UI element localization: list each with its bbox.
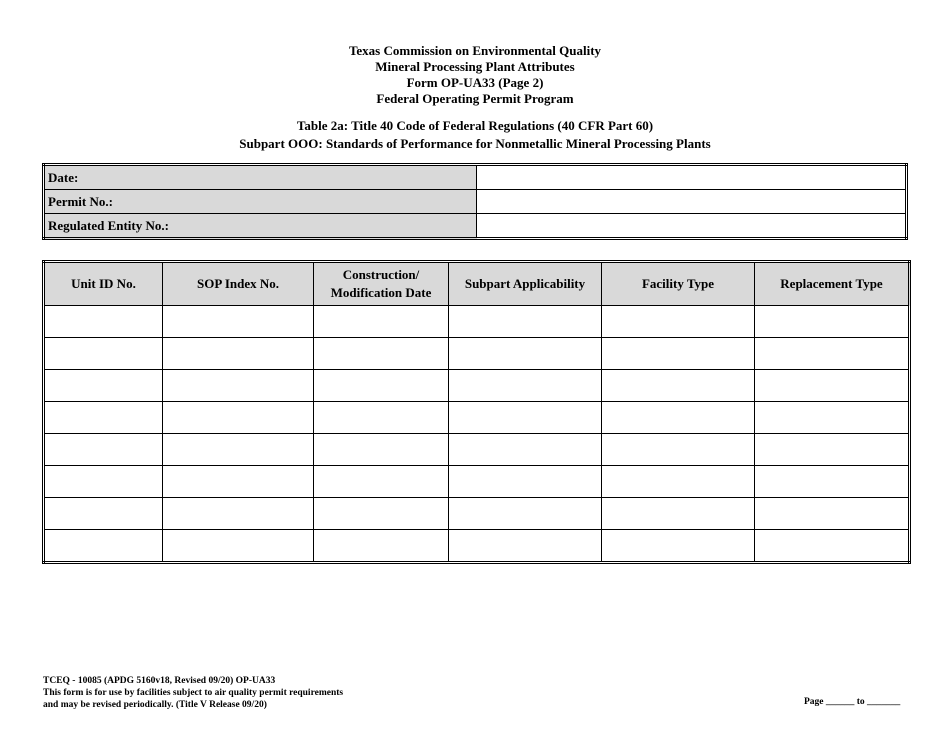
table-title-line1: Table 2a: Title 40 Code of Federal Regulations (40 CFR Part 60) [296,118,654,133]
table-cell[interactable] [163,530,314,563]
table-row [44,306,910,338]
info-table [42,163,908,240]
page-number: Page ______ to _______ [804,697,901,707]
table-cell[interactable] [163,434,314,466]
form-footer [43,675,343,711]
date-label: Date: [44,165,477,190]
table-cell[interactable] [755,498,910,530]
table-cell[interactable] [163,498,314,530]
header-row [44,262,910,306]
table-cell[interactable] [449,530,602,563]
form-name: Mineral Processing Plant Attributes [375,59,575,74]
table-cell[interactable] [163,402,314,434]
permit-no-label: Permit No.: [44,190,477,214]
table-cell[interactable] [163,306,314,338]
program-name: Federal Operating Permit Program [376,91,574,106]
table-cell[interactable] [314,530,449,563]
table-cell[interactable] [602,434,755,466]
table-cell[interactable] [602,498,755,530]
table-cell[interactable] [314,306,449,338]
form-number: Form OP-UA33 (Page 2) [406,75,544,90]
table-cell[interactable] [314,466,449,498]
table-cell[interactable] [163,338,314,370]
table-cell[interactable] [163,370,314,402]
table-cell[interactable] [314,498,449,530]
table-row [44,498,910,530]
table-title-line2: Subpart OOO: Standards of Performance for Nonmetallic Mineral Processing Plants [239,136,711,151]
table-row [44,370,910,402]
footer-line3: and may be revised periodically. (Title V Release 09/20) [43,700,267,710]
table-cell[interactable] [449,402,602,434]
table-row [44,530,910,563]
table-cell[interactable] [449,466,602,498]
table-cell[interactable] [602,402,755,434]
table-cell[interactable] [602,338,755,370]
agency-name: Texas Commission on Environmental Quality [348,43,602,58]
col-unit-id: Unit ID No. [44,262,163,306]
table-cell[interactable] [44,466,163,498]
table-cell[interactable] [449,434,602,466]
table-row [44,402,910,434]
attributes-table [42,260,911,564]
footer-line1: TCEQ - 10085 (APDG 5160v18, Revised 09/20) OP-UA33 [43,676,276,686]
table-cell[interactable] [602,306,755,338]
table-row [44,434,910,466]
table-cell[interactable] [755,434,910,466]
table-cell[interactable] [602,370,755,402]
table-cell[interactable] [314,434,449,466]
table-cell[interactable] [449,338,602,370]
table-cell[interactable] [314,338,449,370]
table-cell[interactable] [602,530,755,563]
table-cell[interactable] [449,306,602,338]
table-cell[interactable] [755,370,910,402]
table-row [44,338,910,370]
table-cell[interactable] [755,530,910,563]
col-facility-type: Facility Type [602,262,755,306]
table-body [44,306,910,563]
date-field[interactable] [477,165,907,190]
info-row-entity [44,214,907,239]
table-cell[interactable] [44,530,163,563]
info-row-date [44,165,907,190]
footer-line2: This form is for use by facilities subject to air quality permit requirements [43,688,344,698]
info-row-permit [44,190,907,214]
table-cell[interactable] [755,466,910,498]
regulated-entity-field[interactable] [477,214,907,239]
regulated-entity-label: Regulated Entity No.: [44,214,477,239]
table-cell[interactable] [44,402,163,434]
table-cell[interactable] [44,434,163,466]
table-cell[interactable] [44,498,163,530]
table-cell[interactable] [44,370,163,402]
table-cell[interactable] [314,402,449,434]
table-cell[interactable] [314,370,449,402]
table-cell[interactable] [449,498,602,530]
col-sop-index: SOP Index No. [163,262,314,306]
col-construction-date: Construction/ Modification Date [314,262,449,306]
col-subpart-applicability: Subpart Applicability [449,262,602,306]
table-cell[interactable] [44,306,163,338]
table-cell[interactable] [602,466,755,498]
table-title [0,117,950,153]
table-cell[interactable] [163,466,314,498]
table-cell[interactable] [44,338,163,370]
permit-no-field[interactable] [477,190,907,214]
form-header [0,43,950,107]
col-replacement-type: Replacement Type [755,262,910,306]
table-row [44,466,910,498]
table-cell[interactable] [449,370,602,402]
table-cell[interactable] [755,306,910,338]
table-cell[interactable] [755,402,910,434]
table-cell[interactable] [755,338,910,370]
